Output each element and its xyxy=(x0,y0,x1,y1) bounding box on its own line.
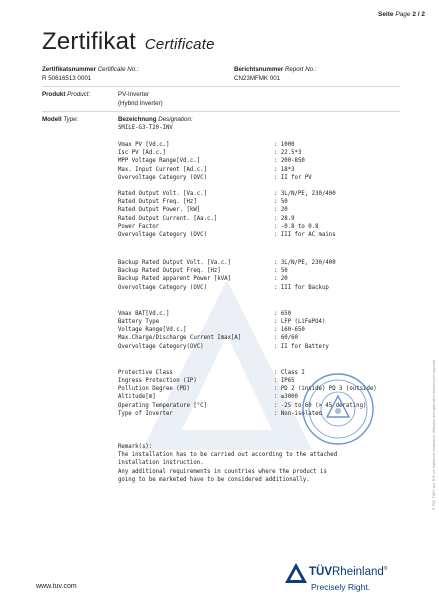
spec-value: : LFP (LiFePO4) xyxy=(274,319,326,325)
spec-key: Backup Rated Output Volt. [Va.c.] xyxy=(118,260,231,267)
spec-value: : IP65 xyxy=(274,377,295,384)
designation-label-de: Bezeichnung xyxy=(118,116,157,123)
spec-key: Max.Charge/Discharge Current Imax[A] xyxy=(118,335,242,342)
spec-key: Overvoltage Category(OVC) xyxy=(118,343,204,350)
page-number-value: 2 / 2 xyxy=(412,11,425,18)
divider xyxy=(42,111,400,112)
spec-row xyxy=(118,231,398,239)
spec-group xyxy=(118,259,398,292)
spec-row xyxy=(118,141,398,149)
spec-row xyxy=(118,275,398,283)
report-number-block xyxy=(234,65,317,83)
title-de: Zertifikat xyxy=(42,28,137,55)
spec-row xyxy=(118,206,398,214)
product-line: PV-Inverter xyxy=(118,91,149,98)
spec-key: Altitude[m] xyxy=(118,394,156,401)
certificate-no-value: R 50616513 0001 xyxy=(42,75,92,82)
spec-value: : 60/60 xyxy=(274,335,298,342)
spec-key: Ingress Protection (IP) xyxy=(118,377,197,384)
spec-value: : 650 xyxy=(274,310,292,317)
spec-key: Power Factor xyxy=(118,223,160,230)
spec-row xyxy=(118,267,398,275)
spec-key: Backup Rated Output Freq. [Hz] xyxy=(118,268,221,275)
spec-key: Type of Inverter xyxy=(118,410,173,417)
certificate-no-label-en: Certificate No.: xyxy=(97,66,139,73)
spec-value: : 20 xyxy=(274,207,288,214)
designation-label xyxy=(118,116,193,123)
remarks-block xyxy=(118,443,408,484)
spec-value: : ≤3000 xyxy=(274,394,298,401)
report-no-value: CN23MFMK 001 xyxy=(234,75,281,82)
page-number xyxy=(378,11,425,18)
spec-value: : 1000 xyxy=(274,142,295,148)
footer-url: www.tuv.com xyxy=(36,583,77,590)
spec-key: Vmax BAT[Vd.c.] xyxy=(118,310,170,317)
report-no-label-en: Report No.: xyxy=(284,66,317,73)
model-label xyxy=(42,116,78,123)
spec-row xyxy=(118,174,398,182)
spec-group xyxy=(118,141,398,182)
spec-key: Overvoltage Category (OVC) xyxy=(118,284,208,291)
spec-row xyxy=(118,334,398,342)
spec-value: : II for PV xyxy=(274,174,312,181)
designation-label-en: Designation: xyxy=(158,116,193,123)
certificate-no-label-de: Zertifikatsnummer xyxy=(42,66,96,73)
spec-value: : 160-650 xyxy=(274,327,305,334)
page-label-en: Page xyxy=(395,11,411,18)
spec-key: Voltage Range[Vd.c.] xyxy=(118,327,187,334)
spec-key: Isc PV [Ad.c.] xyxy=(118,150,166,157)
title-en: Certificate xyxy=(144,36,215,53)
spec-row xyxy=(118,166,398,174)
spec-row xyxy=(118,190,398,198)
brand-name-rest: Rheinland xyxy=(332,566,384,578)
product-value xyxy=(118,91,163,108)
brand-name xyxy=(309,566,387,578)
spec-key: Battery Type xyxy=(118,319,160,325)
brand-tagline: Precisely Right. xyxy=(311,582,371,592)
spec-value: : 50 xyxy=(274,268,288,275)
product-label-de: Produkt xyxy=(42,91,66,98)
spec-row xyxy=(118,318,398,326)
product-line: (Hybrid Inverter) xyxy=(118,99,163,107)
remarks-line: Any additional requirements in countries where the product is xyxy=(118,468,327,475)
page-label-de: Seite xyxy=(377,11,394,18)
spec-key: Operating Temperature [°C] xyxy=(118,402,208,409)
model-code: SMILE-G3-T20-INV xyxy=(118,125,173,131)
report-no-label-de: Berichtsnummer xyxy=(234,66,284,73)
spec-key: Protective Class xyxy=(118,369,173,376)
spec-value: : 3L/N/PE, 230/400 xyxy=(274,190,336,197)
spec-value: : 18*3 xyxy=(274,166,295,173)
spec-key: Rated Output Volt. [Va.c.] xyxy=(118,190,208,197)
spec-row xyxy=(118,157,398,165)
spec-value: : 3L/N/PE, 230/400 xyxy=(274,260,336,267)
model-label-de: Modell xyxy=(42,116,62,123)
spec-row xyxy=(118,223,398,231)
spec-key: Pollution Degree (PD) xyxy=(118,386,190,393)
spec-value: : 200-850 xyxy=(274,158,305,165)
spec-key: Backup Rated apparent Power [kVA] xyxy=(118,276,231,283)
trademark-side-note-text: ® TÜV, TUEV and TUV are registered trademarks. Utilisation and application requires prior approval. xyxy=(432,359,436,510)
remarks-line: The installation has to be carried out according to the attached xyxy=(118,452,338,459)
spec-row xyxy=(118,198,398,206)
spec-key: Rated Output Freq. [Hz] xyxy=(118,199,197,206)
spec-value: : III for Backup xyxy=(274,284,329,291)
brand-name-bold: TÜV xyxy=(309,566,332,578)
spec-row xyxy=(118,259,398,267)
spec-value: : 22.5*3 xyxy=(274,150,302,157)
spec-key: Vmax PV [Vd.c.] xyxy=(118,142,170,148)
divider xyxy=(42,86,400,87)
remarks-line: going to be marketed have to be considered additionally. xyxy=(118,476,310,483)
spec-row xyxy=(118,149,398,157)
model-label-en: Type: xyxy=(63,116,79,123)
spec-value: : 50 xyxy=(274,199,288,206)
spec-value: : III for AC mains xyxy=(274,231,336,238)
tuv-approval-seal-icon xyxy=(300,371,376,447)
spec-row xyxy=(118,326,398,334)
spec-row xyxy=(118,310,398,318)
trademark-side-note xyxy=(427,280,435,510)
spec-key: MPP Voltage Range[Vd.c.] xyxy=(118,158,201,165)
remarks-heading: Remark(s): xyxy=(118,444,153,450)
remarks-line: installation instruction. xyxy=(118,460,204,467)
spec-row xyxy=(118,284,398,292)
spec-value: : II for Battery xyxy=(274,343,329,350)
spec-key: Rated Output Current. [Aa.c.] xyxy=(118,215,218,222)
spec-row xyxy=(118,343,398,351)
spec-value: : -25 to 60 (> 45 derating) xyxy=(274,402,367,409)
spec-key: Overvoltage Category (OVC) xyxy=(118,174,208,181)
spec-value: : Class I xyxy=(274,369,305,376)
product-label-en: Product: xyxy=(67,91,91,98)
spec-value: : PD 2 (inside) PD 3 (outside) xyxy=(274,386,377,393)
registered-mark: ® xyxy=(383,566,388,572)
spec-group xyxy=(118,190,398,239)
spec-key: Max. Input Current [Ad.c.] xyxy=(118,166,208,173)
page-title xyxy=(42,28,215,56)
spec-row xyxy=(118,215,398,223)
spec-value: : 20 xyxy=(274,276,288,283)
product-label xyxy=(42,91,90,98)
tuv-logo-icon xyxy=(285,563,307,583)
spec-value: : -0.8 to 0.8 xyxy=(274,223,319,230)
spec-value: : 28.9 xyxy=(274,215,295,222)
spec-key: Rated Output Power. [kW] xyxy=(118,207,201,214)
spec-key: Overvoltage Category (OVC) xyxy=(118,231,208,238)
spec-group xyxy=(118,310,398,351)
certificate-number-block xyxy=(42,65,139,83)
spec-value: : Non-isolated xyxy=(274,410,322,417)
